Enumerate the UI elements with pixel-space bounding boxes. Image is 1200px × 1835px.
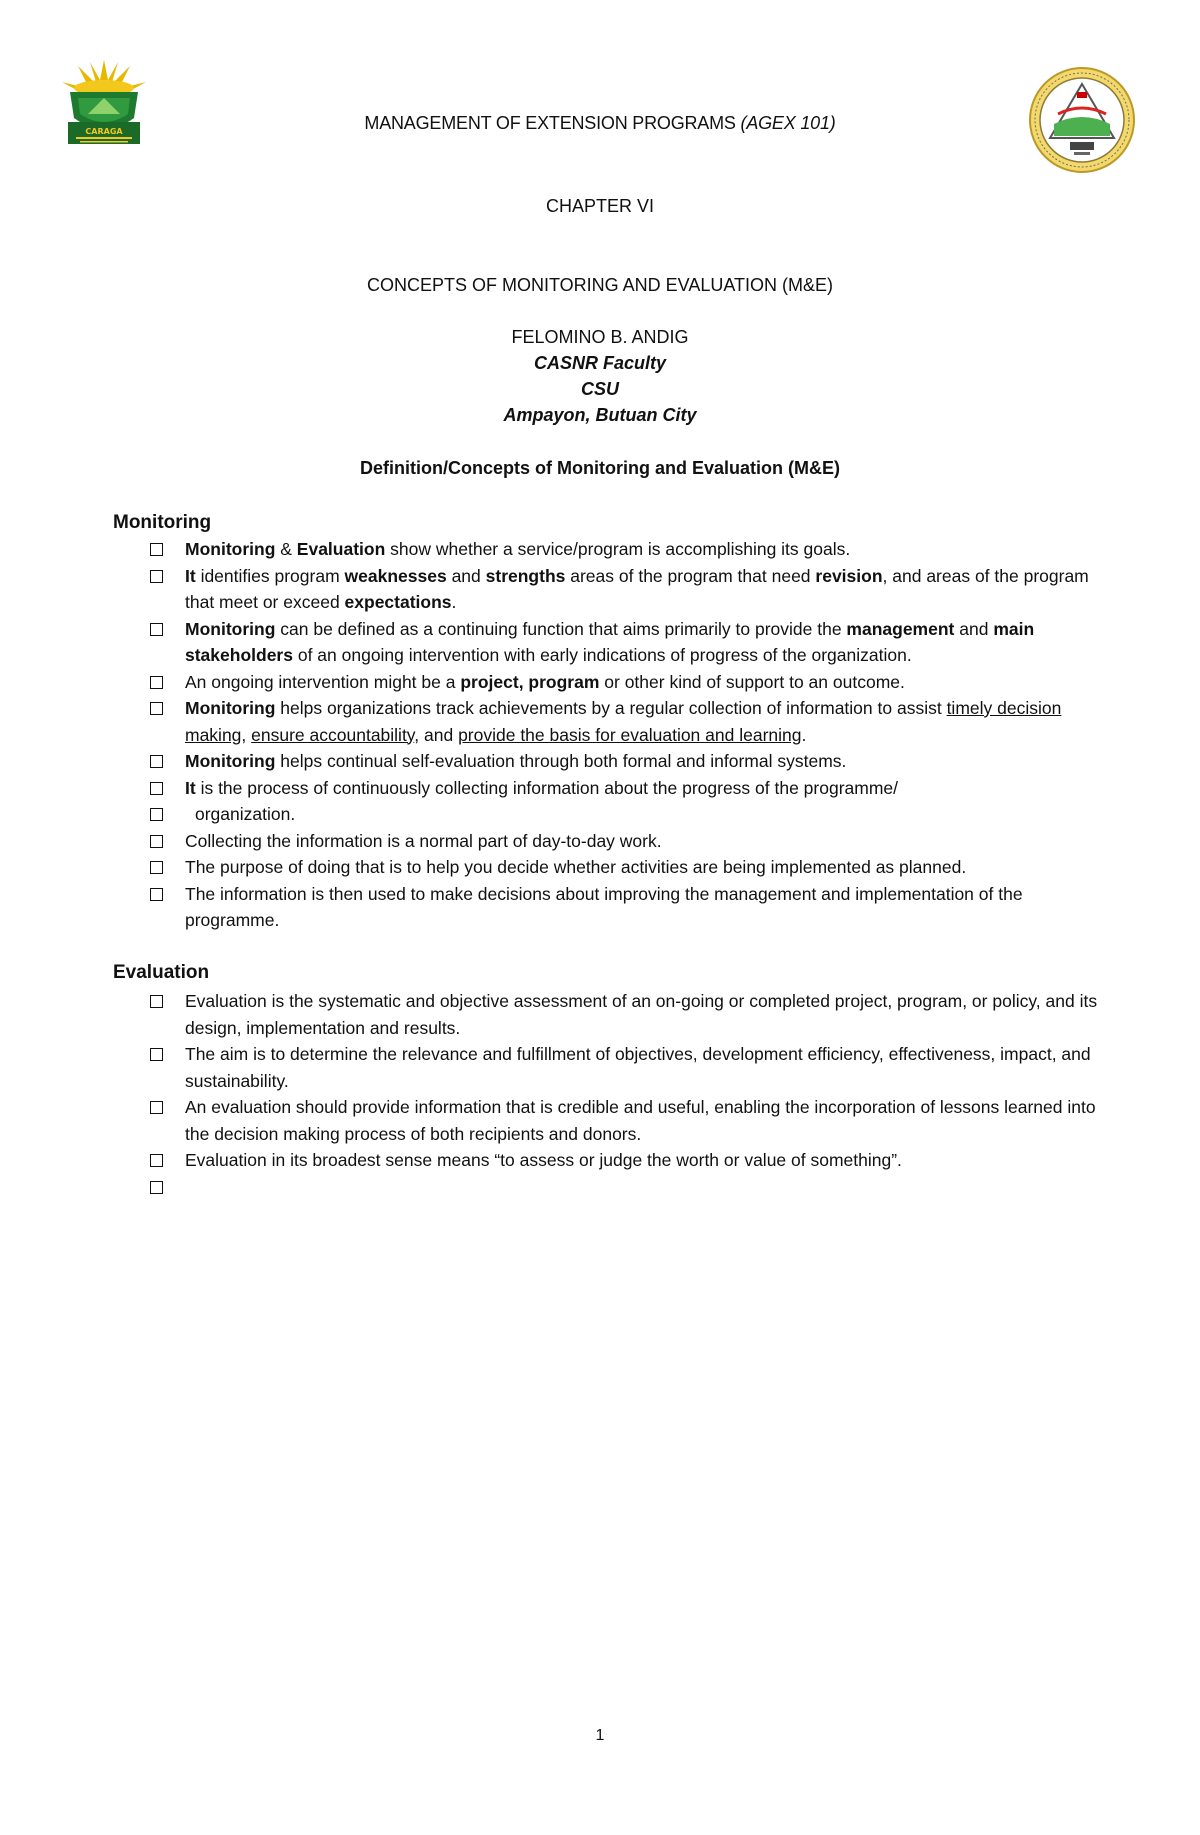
list-item [150, 854, 1110, 881]
list-item [150, 801, 1110, 828]
list-item [150, 669, 1110, 696]
monitoring-section-title: Monitoring [113, 512, 212, 533]
text-span: revision [815, 565, 883, 586]
chapter-heading: CHAPTER VI [545, 196, 655, 216]
checkbox-icon [150, 808, 163, 821]
text-span: , [241, 724, 252, 745]
text-span: Monitoring [185, 698, 276, 718]
page-number: 1 [595, 1727, 605, 1744]
text-span: expectations [344, 592, 452, 612]
checkbox-icon [150, 861, 163, 874]
text-span: Collecting the information is a normal part of day-to-day work. [185, 830, 662, 851]
text-span: program [528, 671, 600, 692]
list-item [150, 536, 1110, 563]
text-span: Evaluation in its broadest sense means “to assess or judge the worth or value of something”. [185, 1150, 902, 1170]
author-location: Ampayon, Butuan City [503, 405, 697, 425]
checkbox-icon [150, 623, 163, 636]
author-university: CSU [580, 379, 619, 399]
text-span: & [275, 539, 297, 559]
course-title [0, 113, 1200, 134]
text-span: main stakeholders [185, 618, 1035, 665]
list-item [150, 616, 1110, 669]
text-span: timely decision making [185, 698, 1062, 745]
text-span: . [451, 592, 457, 612]
concepts-title: CONCEPTS OF MONITORING AND EVALUATION (M&E) [366, 275, 834, 295]
list-item [150, 1094, 1110, 1147]
list-item [150, 1147, 1110, 1174]
text-span: Evaluation [296, 539, 386, 559]
text-span: or other kind of support to an outcome. [599, 671, 905, 692]
checkbox-icon [150, 570, 163, 583]
text-span: , and [414, 724, 459, 745]
checkbox-icon [150, 888, 163, 901]
text-span: show whether a service/program is accomplishing its goals. [385, 539, 851, 559]
text-span: An evaluation should provide information that is credible and useful, enabling the incorporation of lessons learned into the decision making process of both recipients and donors. [185, 1097, 1096, 1144]
text-span: Monitoring [185, 618, 276, 639]
text-span: weaknesses [344, 565, 447, 586]
text-span: An ongoing intervention might be a [185, 671, 461, 692]
course-code: (AGEX 101) [740, 113, 836, 133]
list-item [150, 775, 1110, 802]
checkbox-icon [150, 1154, 163, 1167]
text-span: , and areas of the program that meet or exceed [185, 565, 1089, 612]
evaluation-list [150, 988, 1110, 1200]
text-span: areas of the program that need [565, 565, 816, 586]
list-item [150, 748, 1110, 775]
logo-text-caraga: CARAGA [85, 127, 123, 136]
checkbox-icon [150, 1048, 163, 1061]
checkbox-icon [150, 702, 163, 715]
author-name: FELOMINO B. ANDIG [511, 327, 689, 347]
text-span: The information is then used to make decisions about improving the management and implementation of the programme. [185, 883, 1023, 930]
checkbox-icon [150, 995, 163, 1008]
checkbox-icon [150, 835, 163, 848]
text-span: identifies program [195, 565, 345, 586]
text-span: and [446, 565, 486, 586]
text-span: Monitoring [185, 539, 276, 559]
list-item [150, 828, 1110, 855]
text-span: project [460, 671, 519, 692]
text-span: helps continual self-evaluation through both formal and informal systems. [275, 751, 847, 771]
text-span: Evaluation is the systematic and objective assessment of an on-going or completed project, program, or policy, and its design, implementation and results. [185, 991, 1098, 1038]
text-span: . [801, 724, 807, 745]
university-logo-left [58, 58, 150, 156]
list-item [150, 1041, 1110, 1094]
text-span: is the process of continuously collecting information about the progress of the programme/ [195, 777, 899, 798]
list-item [150, 881, 1110, 934]
text-span: of an ongoing intervention with early indications of progress of the organization. [292, 645, 912, 665]
text-span: organization. [195, 804, 296, 824]
text-span: management [846, 618, 955, 639]
author-position: CASNR Faculty [533, 353, 667, 373]
list-item [150, 988, 1110, 1041]
checkbox-icon [150, 782, 163, 795]
text-span: and [954, 618, 994, 639]
list-item [150, 1174, 1110, 1201]
text-span: provide the basis for evaluation and learning [458, 724, 802, 745]
course-title-main: MANAGEMENT OF EXTENSION PROGRAMS [364, 113, 741, 133]
text-span: , [518, 671, 529, 692]
text-span: ensure accountability [251, 724, 415, 745]
text-span: helps organizations track achievements by a regular collection of information to assist [275, 698, 947, 718]
checkbox-icon [150, 676, 163, 689]
list-item [150, 695, 1110, 748]
checkbox-icon [150, 1181, 163, 1194]
list-item [150, 563, 1110, 616]
evaluation-section-title: Evaluation [113, 962, 210, 983]
text-span: The purpose of doing that is to help you decide whether activities are being implemented as planned. [185, 857, 967, 877]
text-span: can be defined as a continuing function that aims primarily to provide the [275, 618, 847, 639]
checkbox-icon [150, 1101, 163, 1114]
checkbox-icon [150, 543, 163, 556]
text-span: Monitoring [185, 751, 276, 771]
definition-heading: Definition/Concepts of Monitoring and Evaluation (M&E) [360, 458, 840, 478]
checkbox-icon [150, 755, 163, 768]
text-span: It [185, 777, 196, 798]
text-span: strengths [485, 565, 566, 586]
text-span: The aim is to determine the relevance and fulfillment of objectives, development efficiency, effectiveness, impact, and sustainability. [185, 1044, 1091, 1091]
monitoring-list [150, 536, 1110, 934]
text-span: It [185, 565, 196, 586]
